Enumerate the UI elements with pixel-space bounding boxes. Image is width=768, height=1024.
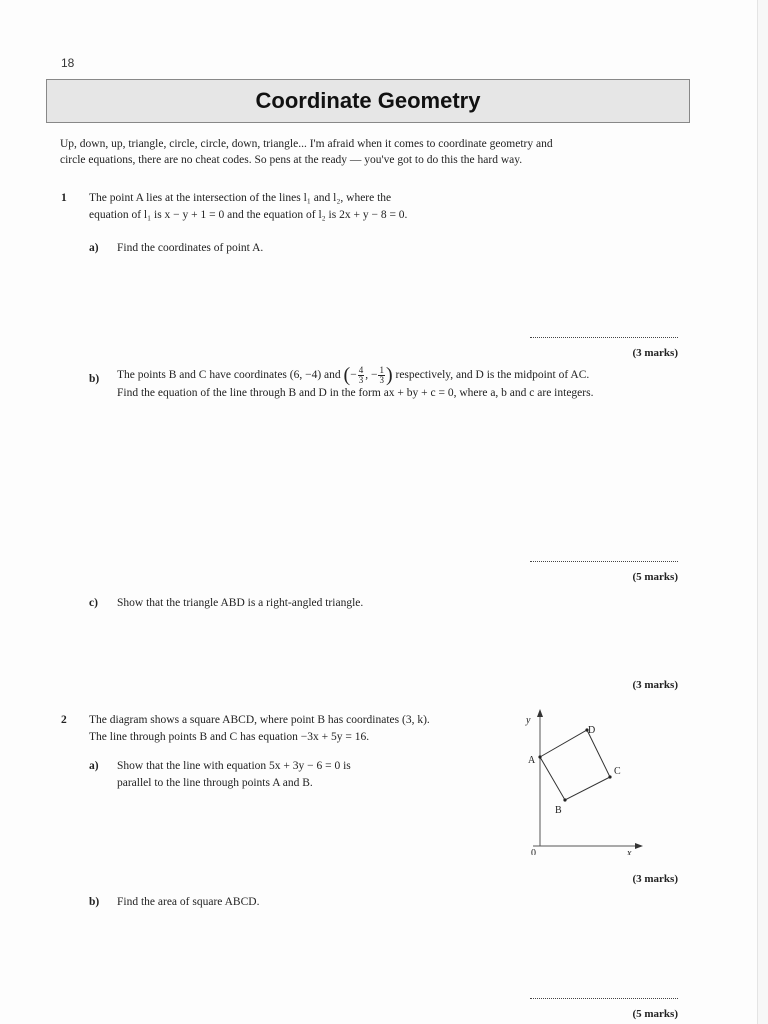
q1c-marks: (3 marks) — [632, 679, 678, 691]
q1b-line-1: The points B and C have coordinates (6, −4) and (− $\frac{4}{3}$ , − $\frac{1}{3}$ ) respectively, and D is the midpoint of AC. — [117, 364, 590, 386]
q2a-label: a) — [89, 760, 99, 772]
q1a-label: a) — [89, 242, 99, 254]
point-a — [538, 755, 541, 758]
q1b-line-1-end: respectively, and D is the midpoint of AC. — [395, 369, 590, 382]
question-2-line-1: The diagram shows a square ABCD, where point B has coordinates (3, k). — [89, 714, 430, 726]
intro-line-1: Up, down, up, triangle, circle, circle, down, triangle... I'm afraid when it comes to coordinate geometry and — [60, 138, 553, 150]
fraction-2 — [378, 366, 385, 385]
point-c — [608, 775, 611, 778]
q2b-text: Find the area of square ABCD. — [117, 896, 260, 908]
q1b-label: b) — [89, 373, 100, 385]
page-number: 18 — [61, 56, 75, 70]
title-banner — [46, 79, 690, 123]
intro-paragraph — [60, 136, 660, 168]
q2a-marks: (3 marks) — [632, 873, 678, 885]
fraction-2-den: 3 — [379, 375, 384, 385]
question-2-line-2: The line through points B and C has equation −3x + 5y = 16. — [89, 731, 370, 743]
q2b-marks: (5 marks) — [632, 1008, 678, 1020]
x-axis-arrow-icon — [635, 843, 643, 849]
q1b-marks: (5 marks) — [632, 571, 678, 583]
q1a-text: Find the coordinates of point A. — [117, 242, 264, 254]
q1b-line-1-start: The points B and C have coordinates (6, −4) and — [117, 369, 341, 382]
close-paren: ) — [385, 364, 393, 386]
label-a: A — [528, 755, 536, 766]
fraction-1-num: 4 — [358, 365, 364, 375]
square-abcd-diagram — [517, 705, 647, 855]
q1a-marks: (3 marks) — [632, 347, 678, 359]
q1c-label: c) — [89, 597, 98, 609]
fraction-1-den: 3 — [358, 375, 364, 385]
question-1-number: 1 — [61, 192, 67, 204]
question-1-line-1: The point A lies at the intersection of the lines l₁ and l₂, where the — [89, 192, 392, 204]
intro-line-2: circle equations, there are no cheat codes. So pens at the ready — you've got to do this the hard way. — [60, 154, 523, 166]
q1c-text: Show that the triangle ABD is a right-angled triangle. — [117, 597, 364, 609]
page-title: Coordinate Geometry — [255, 88, 481, 113]
question-1-stem — [89, 190, 469, 224]
q2a-text — [117, 758, 447, 792]
question-1-line-2: equation of l₁ is x − y + 1 = 0 and the equation of l₂ is 2x + y − 8 = 0. — [89, 209, 408, 221]
open-paren: ( — [343, 364, 351, 386]
label-b: B — [555, 805, 562, 816]
fraction-2-num: 1 — [379, 365, 384, 375]
label-d: D — [588, 725, 596, 736]
question-2-number: 2 — [61, 714, 67, 726]
fraction-1 — [358, 366, 365, 385]
q1b-line-2: Find the equation of the line through B and D in the form ax + by + c = 0, where a, b and c are integers. — [117, 387, 594, 399]
origin-label: 0 — [531, 848, 536, 855]
q1a-answer-line[interactable] — [530, 337, 678, 338]
q1b-text — [117, 366, 697, 402]
question-2-stem — [89, 712, 489, 746]
point-b — [563, 798, 566, 801]
q2b-label: b) — [89, 896, 100, 908]
y-axis-label: y — [526, 715, 531, 726]
q2a-line-2: parallel to the line through points A and B. — [117, 777, 313, 789]
square-abcd — [540, 730, 610, 800]
q2a-line-1: Show that the line with equation 5x + 3y − 6 = 0 is — [117, 760, 351, 772]
q1b-answer-line[interactable] — [530, 561, 678, 562]
label-c: C — [614, 766, 621, 777]
q2b-answer-line[interactable] — [530, 998, 678, 999]
x-axis-label: x — [627, 848, 632, 855]
y-axis-arrow-icon — [537, 709, 543, 717]
